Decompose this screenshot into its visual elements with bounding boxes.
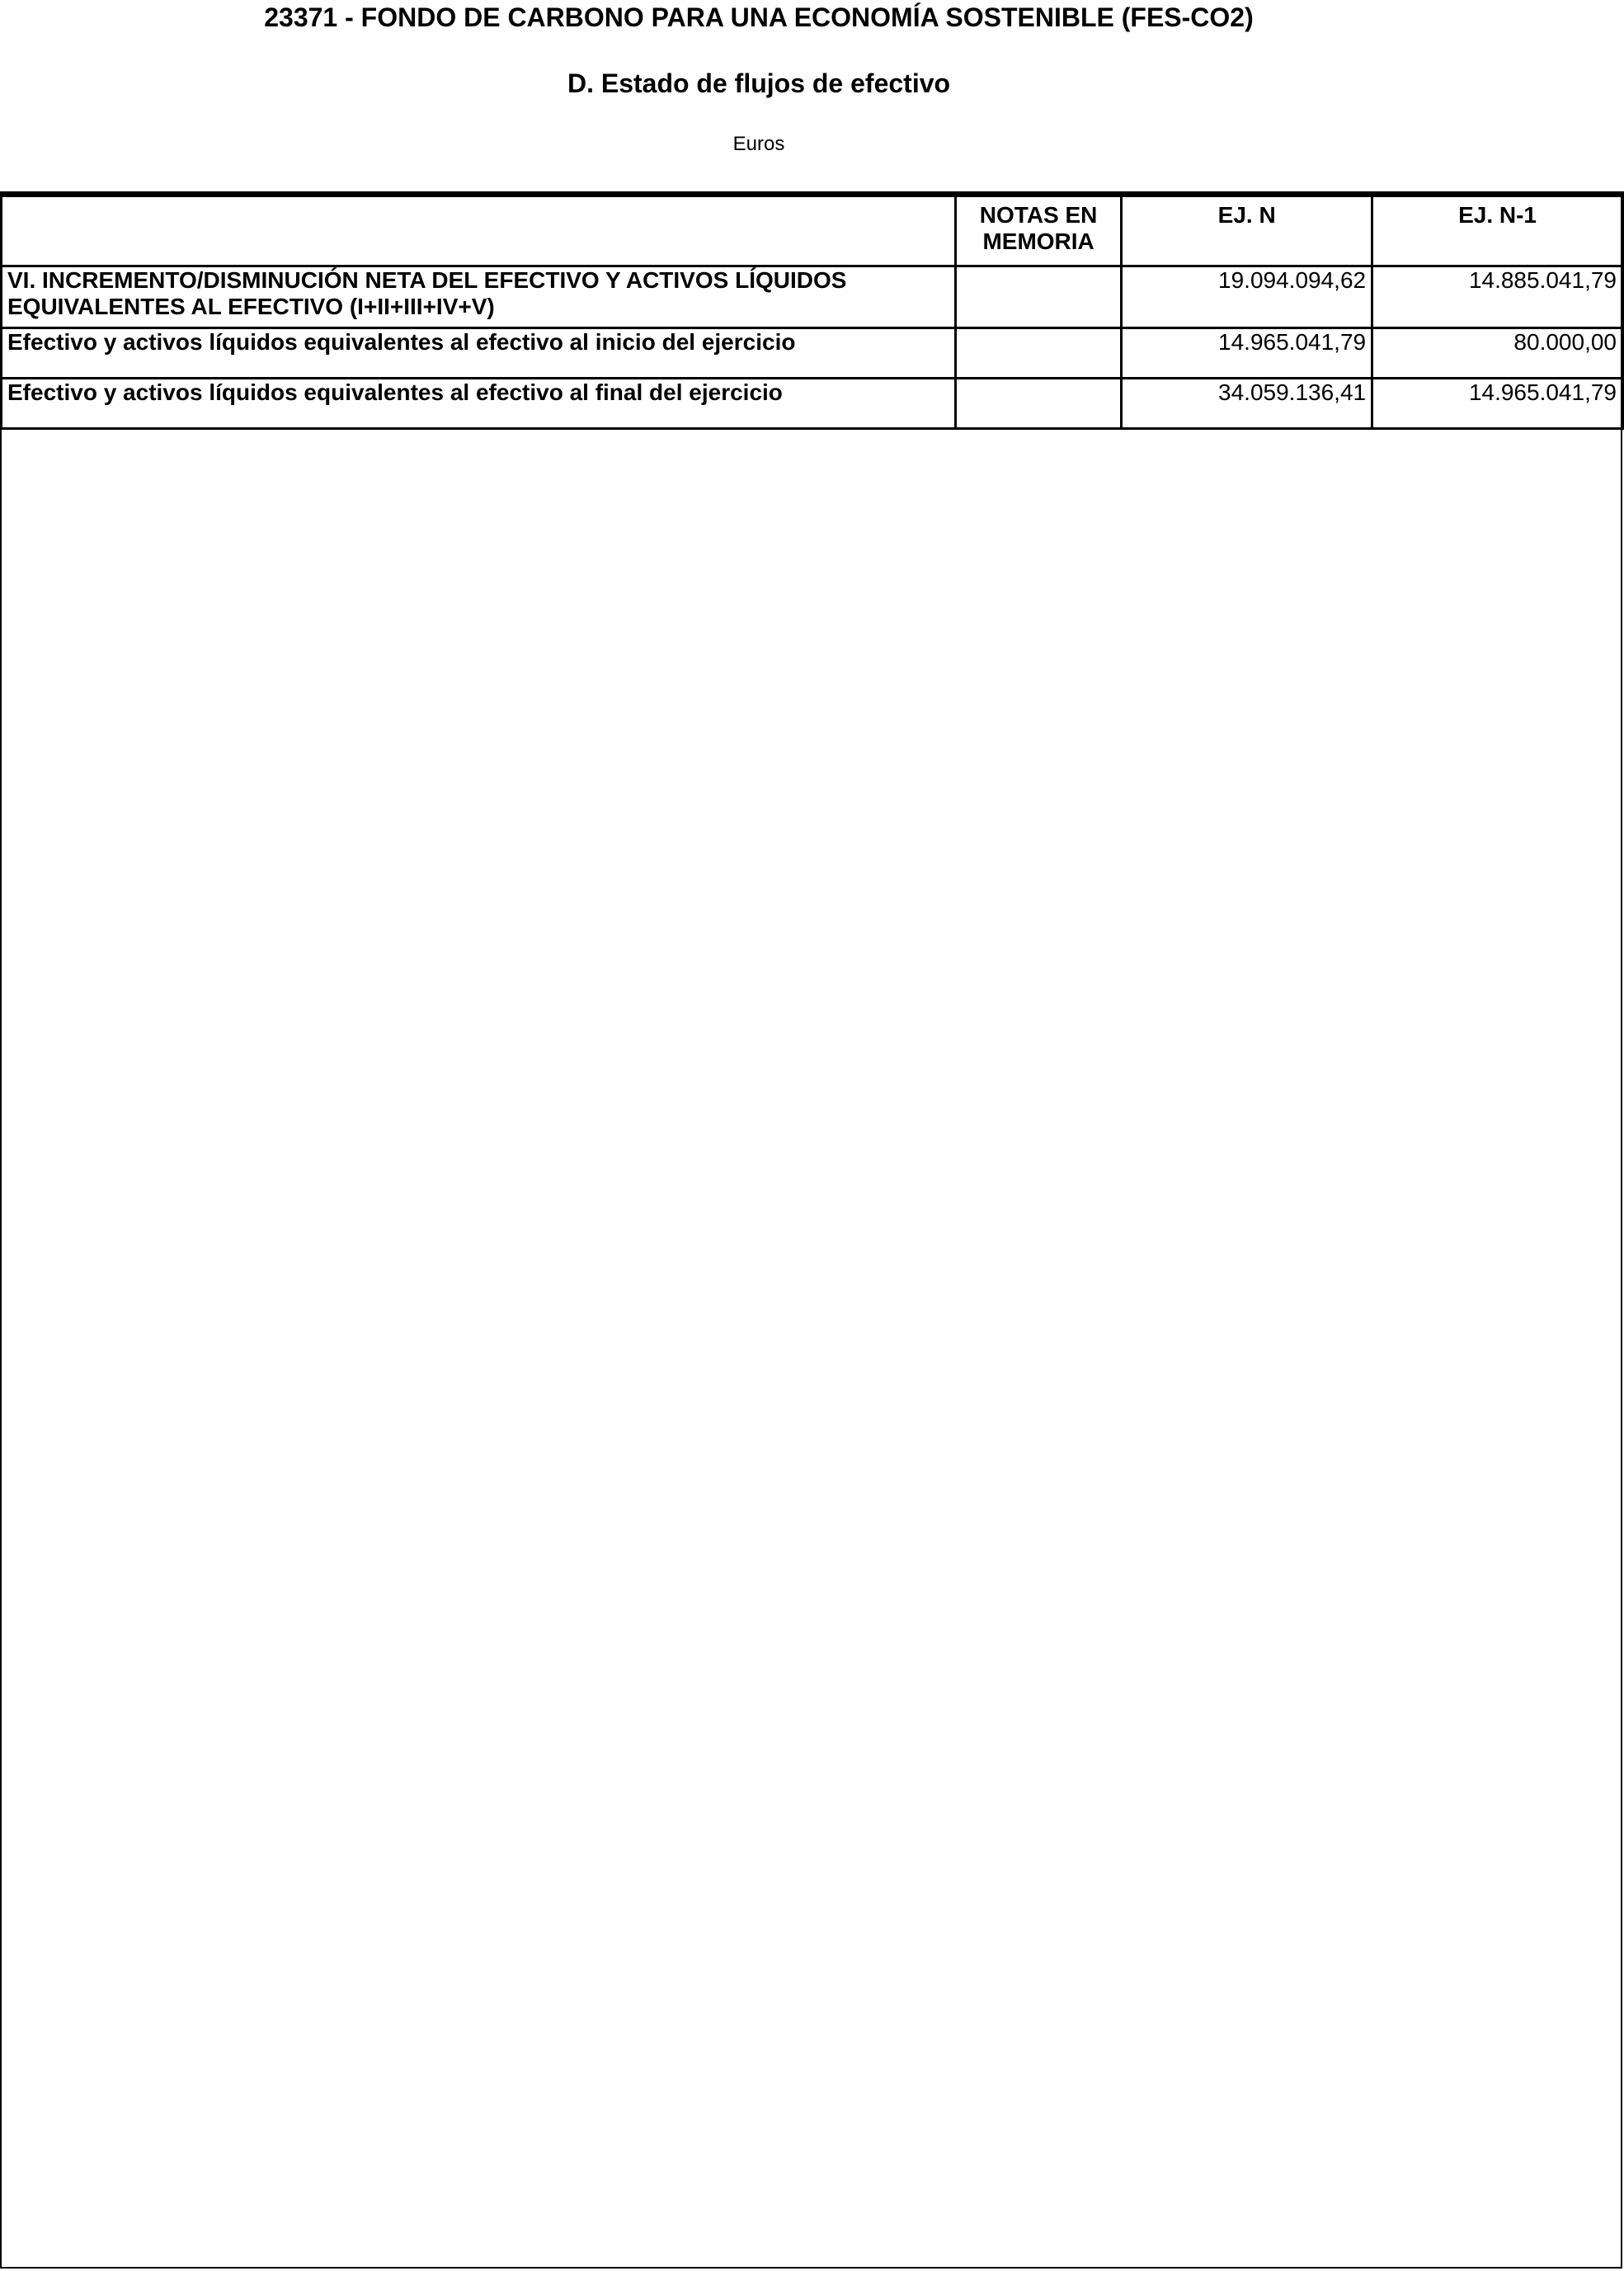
row-current-value: 14.965.041,79 (1122, 328, 1372, 379)
statement-subtitle: D. Estado de flujos de efectivo (567, 68, 951, 98)
row-notes (956, 379, 1122, 429)
header-notes-line2: MEMORIA (982, 229, 1094, 254)
header-notes-line1: NOTAS EN (979, 202, 1098, 228)
table-header-row (2, 196, 1623, 266)
row-current-value: 19.094.094,62 (1122, 266, 1372, 328)
row-concept: VI. INCREMENTO/DISMINUCIÓN NETA DEL EFECTIVO Y ACTIVOS LÍQUIDOS EQUIVALENTES AL EFECTIVO (I+II+III+IV+V) (2, 266, 956, 328)
table-row (2, 328, 1623, 379)
header-concept (2, 196, 956, 266)
cash-flow-table (0, 195, 1624, 430)
row-previous-value: 14.965.041,79 (1372, 379, 1623, 429)
table-row (2, 266, 1623, 328)
page-frame (0, 195, 1622, 2269)
table-row (2, 379, 1623, 429)
row-notes (956, 266, 1122, 328)
header-previous-year: EJ. N-1 (1372, 196, 1623, 266)
header-current-year: EJ. N (1122, 196, 1372, 266)
row-current-value: 34.059.136,41 (1122, 379, 1372, 429)
row-concept: Efectivo y activos líquidos equivalentes al efectivo al final del ejercicio (2, 379, 956, 429)
row-concept: Efectivo y activos líquidos equivalentes al efectivo al inicio del ejercicio (2, 328, 956, 379)
row-notes (956, 328, 1122, 379)
document-title: 23371 - FONDO DE CARBONO PARA UNA ECONOMÍA SOSTENIBLE (FES-CO2) (264, 2, 1254, 32)
currency-units: Euros (732, 133, 785, 155)
header-notes (956, 196, 1122, 266)
row-previous-value: 14.885.041,79 (1372, 266, 1623, 328)
row-previous-value: 80.000,00 (1372, 328, 1623, 379)
